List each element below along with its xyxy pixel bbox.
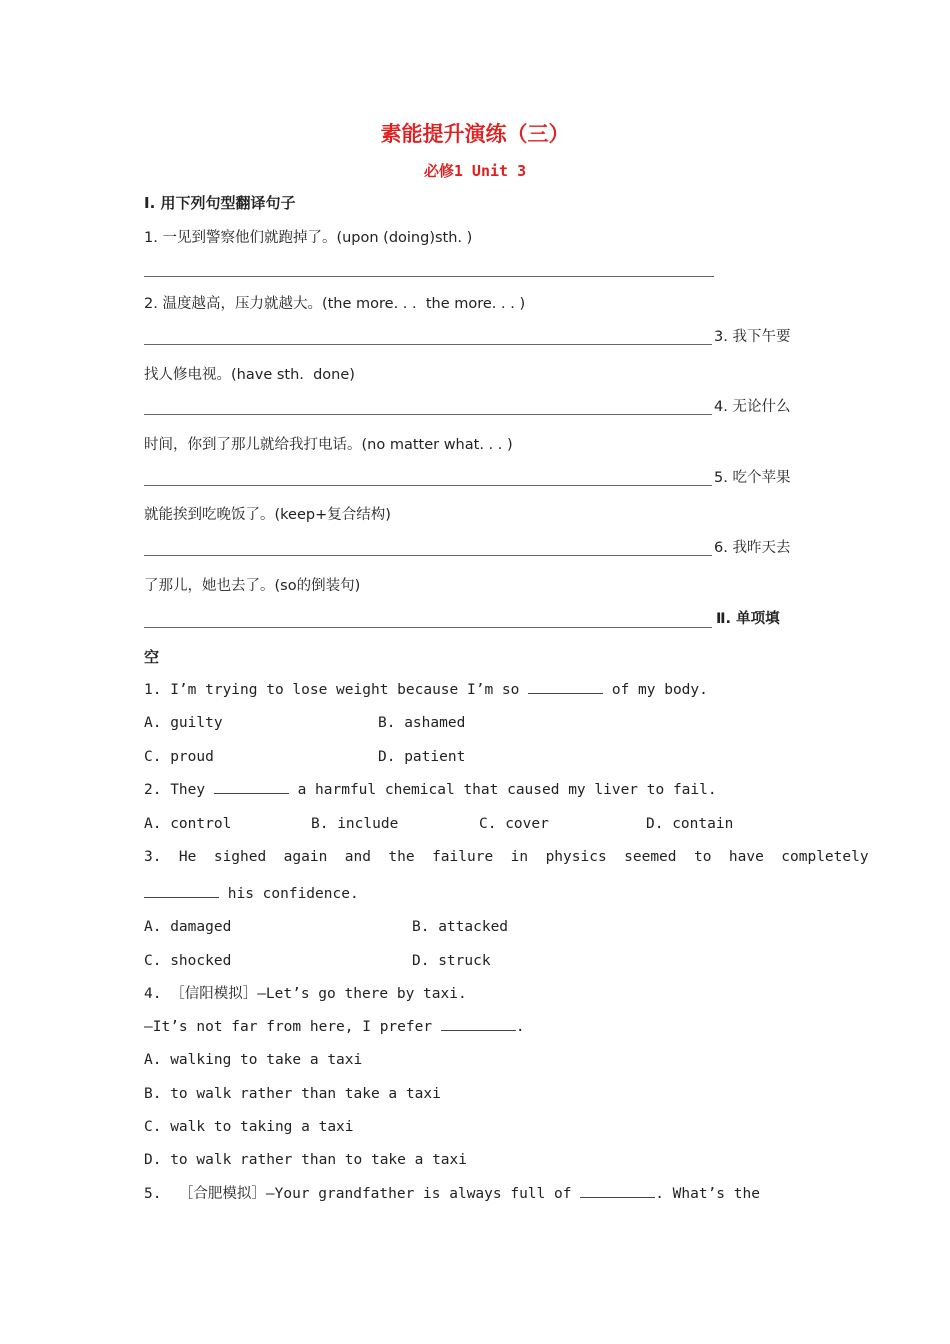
s2-q2-text-a: 2. They	[144, 782, 214, 798]
s2-question-2	[144, 780, 717, 800]
s1-answer-line-6[interactable]	[144, 627, 712, 628]
section-2-heading-rest: 空	[144, 648, 160, 666]
s2-q4-option-c[interactable]: C. walk to taking a taxi	[144, 1119, 354, 1135]
s2-q3-text: his confidence.	[219, 886, 359, 902]
s1-answer-line-1[interactable]	[144, 276, 714, 277]
s2-question-5	[144, 1184, 760, 1204]
s2-q5-text-a: 5. ［合肥模拟］—Your grandfather is always full of	[144, 1186, 581, 1202]
s2-q2-text-b: a harmful chemical that caused my liver to fail.	[288, 782, 717, 798]
s1-question-5-start: 5. 吃个苹果	[714, 470, 791, 486]
s1-question-2: 2. 温度越高，压力就越大。(the more. . . the more. . . )	[144, 296, 526, 312]
s2-q1-option-c[interactable]: C. proud	[144, 749, 214, 765]
s2-q4-text-a: —It’s not far from here, I prefer	[144, 1019, 441, 1035]
s2-question-3-line-2	[144, 884, 359, 904]
s2-q3-option-b[interactable]: B. attacked	[412, 919, 509, 935]
s2-q3-option-c[interactable]: C. shocked	[144, 953, 232, 969]
s2-q1-option-d[interactable]: D. patient	[378, 749, 466, 765]
s2-question-3-line-1: 3. He sighed again and the failure in physics seemed to have completely	[144, 849, 869, 865]
page-subtitle: 必修1 Unit 3	[423, 162, 527, 180]
s1-question-1: 1. 一见到警察他们就跑掉了。(upon (doing)sth. )	[144, 230, 473, 246]
s1-answer-line-3[interactable]	[144, 414, 712, 415]
s2-question-4-line-2	[144, 1017, 525, 1037]
s1-answer-line-4[interactable]	[144, 485, 712, 486]
s2-q5-text-b: . What’s the	[655, 1186, 760, 1202]
s2-q4-option-d[interactable]: D. to walk rather than to take a taxi	[144, 1152, 468, 1168]
s2-q3-option-d[interactable]: D. struck	[412, 953, 491, 969]
s2-question-1	[144, 680, 708, 700]
s2-question-4-line-1: 4. ［信阳模拟］—Let’s go there by taxi.	[144, 986, 467, 1002]
s1-question-3-start: 3. 我下午要	[714, 329, 791, 345]
section-2-heading-start: Ⅱ. 单项填	[716, 611, 780, 627]
s1-question-4-start: 4. 无论什么	[714, 399, 791, 415]
s2-q2-option-b[interactable]: B. include	[311, 816, 399, 832]
s2-q1-option-a[interactable]: A. guilty	[144, 715, 223, 731]
section-1-heading: Ⅰ. 用下列句型翻译句子	[144, 194, 296, 212]
s2-q3-option-a[interactable]: A. damaged	[144, 919, 232, 935]
s1-question-5-rest: 就能挨到吃晚饭了。(keep+复合结构)	[144, 507, 391, 523]
s1-question-6-start: 6. 我昨天去	[714, 540, 791, 556]
s1-question-4-rest: 时间，你到了那儿就给我打电话。(no matter what. . . )	[144, 437, 513, 453]
s2-q4-blank[interactable]	[441, 1017, 516, 1031]
s1-question-6-rest: 了那儿，她也去了。(so的倒装句)	[144, 578, 361, 594]
s2-q1-text-a: 1. I’m trying to lose weight because I’m so	[144, 682, 529, 698]
page-title: 素能提升演练（三）	[380, 122, 570, 146]
s2-q1-text-b: of my body.	[603, 682, 708, 698]
s2-q2-option-c[interactable]: C. cover	[479, 816, 549, 832]
s2-q1-option-b[interactable]: B. ashamed	[378, 715, 466, 731]
s2-q4-option-a[interactable]: A. walking to take a taxi	[144, 1052, 363, 1068]
s2-q5-blank[interactable]	[580, 1184, 655, 1198]
s2-q2-option-a[interactable]: A. control	[144, 816, 232, 832]
s2-q4-option-b[interactable]: B. to walk rather than take a taxi	[144, 1086, 441, 1102]
s2-q1-blank[interactable]	[528, 680, 603, 694]
s1-question-3-rest: 找人修电视。(have sth. done)	[144, 367, 355, 383]
s2-q3-blank[interactable]	[144, 884, 219, 898]
s2-q2-blank[interactable]	[214, 780, 289, 794]
s1-answer-line-2[interactable]	[144, 344, 712, 345]
s2-q4-text-b: .	[515, 1019, 525, 1035]
s1-answer-line-5[interactable]	[144, 555, 712, 556]
s2-q2-option-d[interactable]: D. contain	[646, 816, 734, 832]
